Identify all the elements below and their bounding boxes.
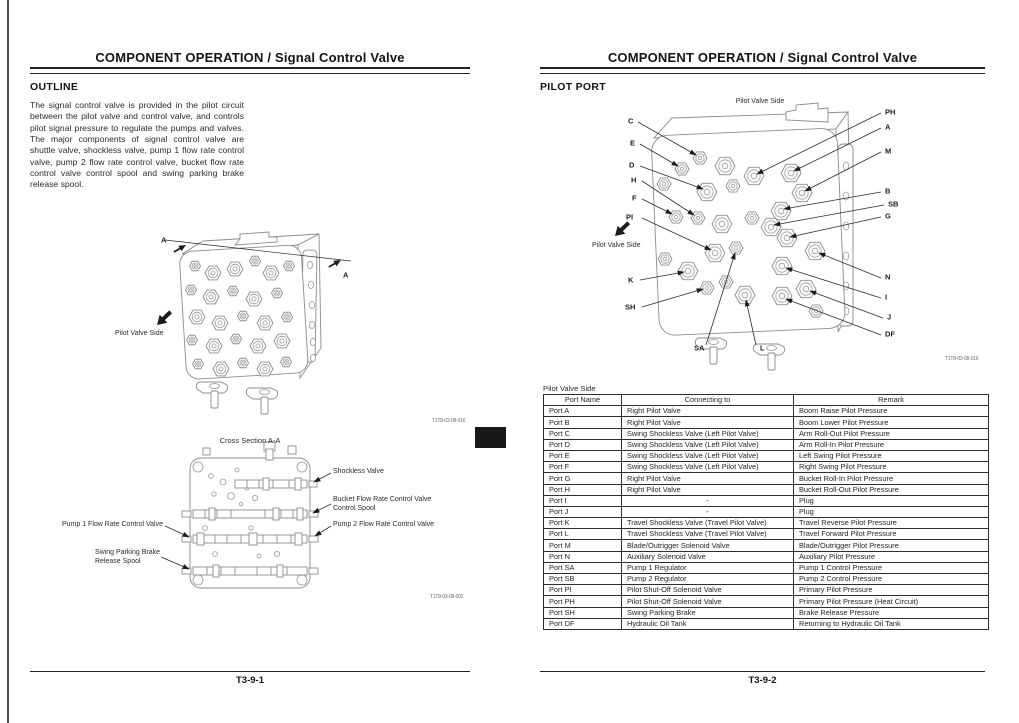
table-cell: Arm Roll-Out Pilot Pressure [794, 428, 989, 439]
table-row [544, 495, 989, 506]
port-label-d: D [629, 160, 635, 170]
table-header-row [544, 395, 989, 406]
table-cell: Port DF [544, 618, 622, 629]
table-row [544, 506, 989, 517]
table-cell: Port H [544, 484, 622, 495]
pilot-valve-side-left-label: Pilot Valve Side [592, 242, 641, 249]
outline-heading: OUTLINE [30, 81, 79, 93]
section-marker-a-left: A [161, 235, 167, 245]
right-page-title: COMPONENT OPERATION / Signal Control Valve [607, 50, 918, 65]
pilot-port-heading: PILOT PORT [540, 81, 606, 93]
right-header-rule [540, 67, 985, 74]
pilot-port-diagram [590, 96, 990, 368]
pump1-flow-label: Pump 1 Flow Rate Control Valve [61, 521, 163, 528]
table-row [544, 540, 989, 551]
table-row [544, 585, 989, 596]
table-cell: Travel Shockless Valve (Travel Pilot Valve) [622, 518, 794, 529]
table-cell: Port SH [544, 607, 622, 618]
table-cell: Right Pilot Valve [622, 417, 794, 428]
pump-spools [182, 533, 318, 545]
table-cell: Plug [794, 506, 989, 517]
table-cell: Boom Raise Pilot Pressure [794, 406, 989, 417]
table-cell: Port PI [544, 585, 622, 596]
table-cell: Swing Shockless Valve (Left Pilot Valve) [622, 428, 794, 439]
table-row [544, 417, 989, 428]
table-cell: Auxiliary Pilot Pressure [794, 551, 989, 562]
left-footer-rule [30, 671, 470, 672]
table-cell: Returning to Hydraulic Oil Tank [794, 618, 989, 629]
table-cell: Auxiliary Solenoid Valve [622, 551, 794, 562]
shockless-spool [235, 478, 317, 490]
left-page-title: COMPONENT OPERATION / Signal Control Valve [95, 50, 405, 65]
table-cell: Port L [544, 529, 622, 540]
pilot-valve-side-top-label: Pilot Valve Side [735, 98, 785, 105]
table-cell: Port F [544, 462, 622, 473]
port-label-a: A [885, 122, 891, 132]
table-cell: Port B [544, 417, 622, 428]
table-row [544, 551, 989, 562]
table-cell: Travel Reverse Pilot Pressure [794, 518, 989, 529]
port-label-n: N [885, 272, 891, 282]
table-cell: Plug [794, 495, 989, 506]
table-row [544, 406, 989, 417]
port-label-m: M [885, 146, 892, 156]
table-cell: Left Swing Pilot Pressure [794, 450, 989, 461]
swing-brake-label: Swing Parking Brake Release Spool [95, 549, 160, 566]
pilot-port-drawing [590, 96, 990, 368]
table-row [544, 529, 989, 540]
port-label-sb: SB [888, 199, 899, 209]
table-cell: Primary Pilot Pressure (Heat Circuit) [794, 596, 989, 607]
port-label-sa: SA [694, 343, 705, 353]
cross-section-title: Cross Section A-A [219, 436, 281, 445]
table-row [544, 596, 989, 607]
table-cell: Swing Shockless Valve (Left Pilot Valve) [622, 450, 794, 461]
table-cell: Swing Shockless Valve (Left Pilot Valve) [622, 439, 794, 450]
iso-valve-diagram-left [55, 230, 365, 422]
port-label-c: C [628, 116, 634, 126]
table-cell: Pilot Shut-Off Solenoid Valve [622, 585, 794, 596]
figure-code-cross-section: T1T8-03-08-002 [430, 594, 464, 600]
bucket-flow-label: Bucket Flow Rate Control Valve Control Spool [333, 496, 432, 513]
table-row [544, 607, 989, 618]
table-row [544, 618, 989, 629]
port-label-l: L [760, 343, 765, 353]
table-cell: Primary Pilot Pressure [794, 585, 989, 596]
right-page-number: T3-9-2 [748, 675, 777, 686]
table-cell: Pilot Shut-Off Solenoid Valve [622, 596, 794, 607]
table-cell: Pump 2 Regulator [622, 574, 794, 585]
table-cell: Port K [544, 518, 622, 529]
table-cell: Pump 1 Regulator [622, 562, 794, 573]
port-label-e: E [630, 138, 636, 148]
table-caption: Pilot Valve Side [543, 384, 596, 393]
pilot-side-arrow-right-page [611, 219, 632, 240]
pilot-port-table [543, 394, 989, 630]
table-cell: Port SA [544, 562, 622, 573]
page-edge-line [7, 0, 9, 723]
table-cell: Hydraulic Oil Tank [622, 618, 794, 629]
table-header-cell: Remark [794, 395, 989, 406]
pilot-valve-side-label: Pilot Valve Side [115, 330, 164, 337]
figure-code-iso-left: T1T8-03-08-016 [432, 418, 466, 424]
pilot-side-arrow [153, 308, 174, 329]
table-cell: Swing Shockless Valve (Left Pilot Valve) [622, 462, 794, 473]
table-row [544, 484, 989, 495]
table-cell: Blade/Outrigger Pilot Pressure [794, 540, 989, 551]
table-cell: Right Pilot Valve [622, 406, 794, 417]
table-cell: - [622, 495, 794, 506]
right-page-header [540, 50, 985, 74]
table-row [544, 473, 989, 484]
table-cell: Travel Shockless Valve (Travel Pilot Valve) [622, 529, 794, 540]
table-cell: Bucket Roll-In Pilot Pressure [794, 473, 989, 484]
iso-valve-drawing [55, 230, 365, 422]
table-cell: Port D [544, 439, 622, 450]
table-cell: Port E [544, 450, 622, 461]
table-cell: Port I [544, 495, 622, 506]
swing-brake-spool [182, 565, 318, 577]
left-page-header [30, 50, 470, 74]
table-row [544, 439, 989, 450]
port-label-i: I [885, 292, 888, 302]
shockless-valve-label: Shockless Valve [333, 468, 384, 475]
table-cell: Port N [544, 551, 622, 562]
table-cell: - [622, 506, 794, 517]
port-label-pi: PI [626, 212, 634, 222]
cross-section-drawing [45, 436, 465, 598]
table-cell: Boom Lower Pilot Pressure [794, 417, 989, 428]
table-cell: Port SB [544, 574, 622, 585]
bucket-spool [182, 508, 318, 520]
table-cell: Port PH [544, 596, 622, 607]
table-cell: Pump 1 Control Pressure [794, 562, 989, 573]
port-label-h: H [631, 175, 637, 185]
port-label-ph: PH [885, 107, 896, 117]
chapter-index-tab [475, 427, 506, 448]
table-cell: Pump 2 Control Pressure [794, 574, 989, 585]
table-header-cell: Port Name [544, 395, 622, 406]
table-cell: Blade/Outrigger Solenoid Valve [622, 540, 794, 551]
table-cell: Port J [544, 506, 622, 517]
table-cell: Swing Parking Brake [622, 607, 794, 618]
table-cell: Travel Forward Pilot Pressure [794, 529, 989, 540]
table-row [544, 562, 989, 573]
port-label-b: B [885, 186, 891, 196]
table-cell: Arm Roll-In Pilot Pressure [794, 439, 989, 450]
left-page-number: T3-9-1 [236, 675, 264, 686]
port-label-f: F [632, 193, 637, 203]
table-cell: Right Pilot Valve [622, 484, 794, 495]
table-header-cell: Connecting to [622, 395, 794, 406]
pump2-flow-label: Pump 2 Flow Rate Control Valve [333, 521, 435, 528]
table-cell: Port G [544, 473, 622, 484]
table-row [544, 450, 989, 461]
figure-code-pilot-port: T1T8-03-08-016 [945, 356, 979, 362]
port-label-j: J [887, 312, 892, 322]
table-cell: Right Swing Pilot Pressure [794, 462, 989, 473]
table-cell: Bucket Roll-Out Pilot Pressure [794, 484, 989, 495]
port-label-df: DF [885, 329, 895, 339]
outline-paragraph: The signal control valve is provided in the pilot circuit between the pilot valve and control valve, and controls pilot signal pressure to regulate the pumps and valves. The major components of signal control valve are shuttle valve, shockless valve, pump 1 flow rate control valve, pump 2 flow rate control valve, bucket flow rate control valve control spool and swing parking brake release spool. [30, 100, 244, 190]
table-cell: Port M [544, 540, 622, 551]
table-row [544, 462, 989, 473]
table-row [544, 574, 989, 585]
table-cell: Right Pilot Valve [622, 473, 794, 484]
right-footer-rule [540, 671, 985, 672]
table-row [544, 428, 989, 439]
cross-section-diagram [45, 436, 465, 598]
port-label-k: K [628, 275, 634, 285]
section-marker-a-right: A [343, 270, 349, 280]
table-cell: Port C [544, 428, 622, 439]
port-label-g: G [885, 211, 891, 221]
table-row [544, 518, 989, 529]
port-label-sh: SH [625, 302, 636, 312]
table-cell: Port A [544, 406, 622, 417]
left-header-rule [30, 67, 470, 74]
table-cell: Brake Release Pressure [794, 607, 989, 618]
